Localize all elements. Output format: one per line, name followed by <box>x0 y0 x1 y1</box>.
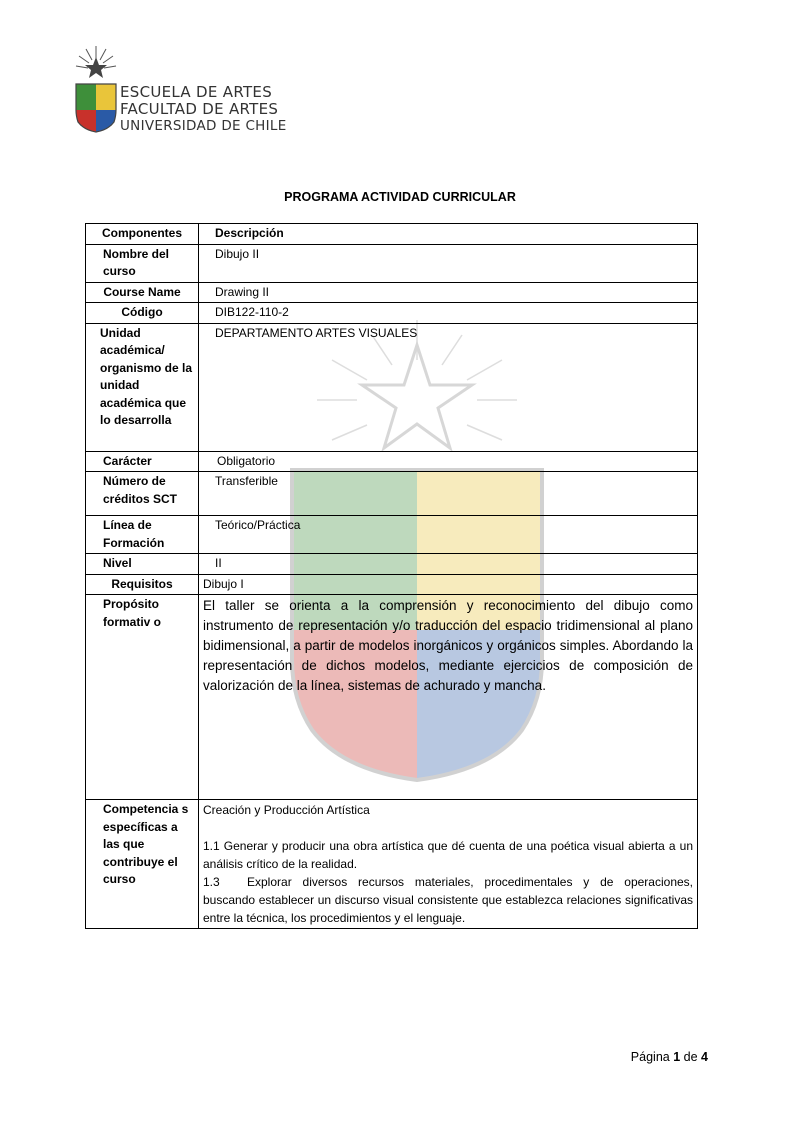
row-label: Código <box>86 303 199 324</box>
table-row <box>86 800 698 929</box>
page-number: Página 1 de 4 <box>630 1050 708 1064</box>
row-value: DIB122-110-2 <box>199 303 698 324</box>
header-cell-components: Componentes <box>86 224 199 245</box>
table-row <box>86 516 698 554</box>
row-value: II <box>199 554 698 575</box>
competency-item: 1.1 Generar y producir una obra artística que dé cuenta de una poética visual abierta a un análisis crítico de la realidad. <box>203 839 693 871</box>
row-value: Dibujo II <box>199 244 698 282</box>
logo-line: UNIVERSIDAD DE CHILE <box>120 118 287 134</box>
competency-item: 1.3 Explorar diversos recursos materiales, procedimentales y de operaciones, buscando establecer un discurso visual consistente que establezca relaciones significativas entre la técnica, los procedimientos y el lenguaje. <box>203 875 693 925</box>
competency-title: Creación y Producción Artística <box>203 803 370 817</box>
row-value: Teórico/Práctica <box>199 516 698 554</box>
curriculum-table <box>85 223 698 929</box>
logo-line: ESCUELA DE ARTES <box>120 83 273 101</box>
row-label: Propósito formativ o <box>86 595 199 800</box>
row-label: Nivel <box>86 554 199 575</box>
row-value: DEPARTAMENTO ARTES VISUALES <box>199 323 698 451</box>
row-label: Línea de Formación <box>86 516 199 554</box>
table-row <box>86 554 698 575</box>
table-row <box>86 595 698 800</box>
logo-text <box>120 84 287 135</box>
row-label: Course Name <box>86 282 199 303</box>
row-value: Obligatorio <box>199 451 698 472</box>
row-label: Carácter <box>86 451 199 472</box>
row-label: Requisitos <box>86 574 199 595</box>
row-value-purpose: El taller se orienta a la comprensión y reconocimiento del dibujo como instrumento de representación y/o traducción del espacio tridimensional al plano bidimensional, a partir de modelos inorgánicos y orgánicos simples. Abordando la representación de dichos modelos, mediante ejercicios de composición de valorización de la línea, sistemas de achurado y mancha. <box>199 595 698 800</box>
page-title: PROGRAMA ACTIVIDAD CURRICULAR <box>284 190 516 204</box>
table-row <box>86 303 698 324</box>
row-label: Número de créditos SCT <box>86 472 199 516</box>
table-row <box>86 574 698 595</box>
row-label: Nombre del curso <box>86 244 199 282</box>
table-row <box>86 282 698 303</box>
row-value-competencies <box>199 800 698 929</box>
header-cell-description: Descripción <box>199 224 698 245</box>
row-label: Competencia s específicas a las que contribuye el curso <box>86 800 199 929</box>
table-row <box>86 244 698 282</box>
table-row <box>86 472 698 516</box>
school-logo <box>72 44 287 136</box>
row-label: Unidad académica/ organismo de la unidad académica que lo desarrolla <box>86 323 199 451</box>
table-row <box>86 323 698 451</box>
table-row <box>86 451 698 472</box>
row-value: Drawing II <box>199 282 698 303</box>
row-value: Transferible <box>199 472 698 516</box>
logo-line: FACULTAD DE ARTES <box>120 100 279 118</box>
table-header-row <box>86 224 698 245</box>
university-shield-icon <box>72 44 120 136</box>
row-value: Dibujo I <box>199 574 698 595</box>
